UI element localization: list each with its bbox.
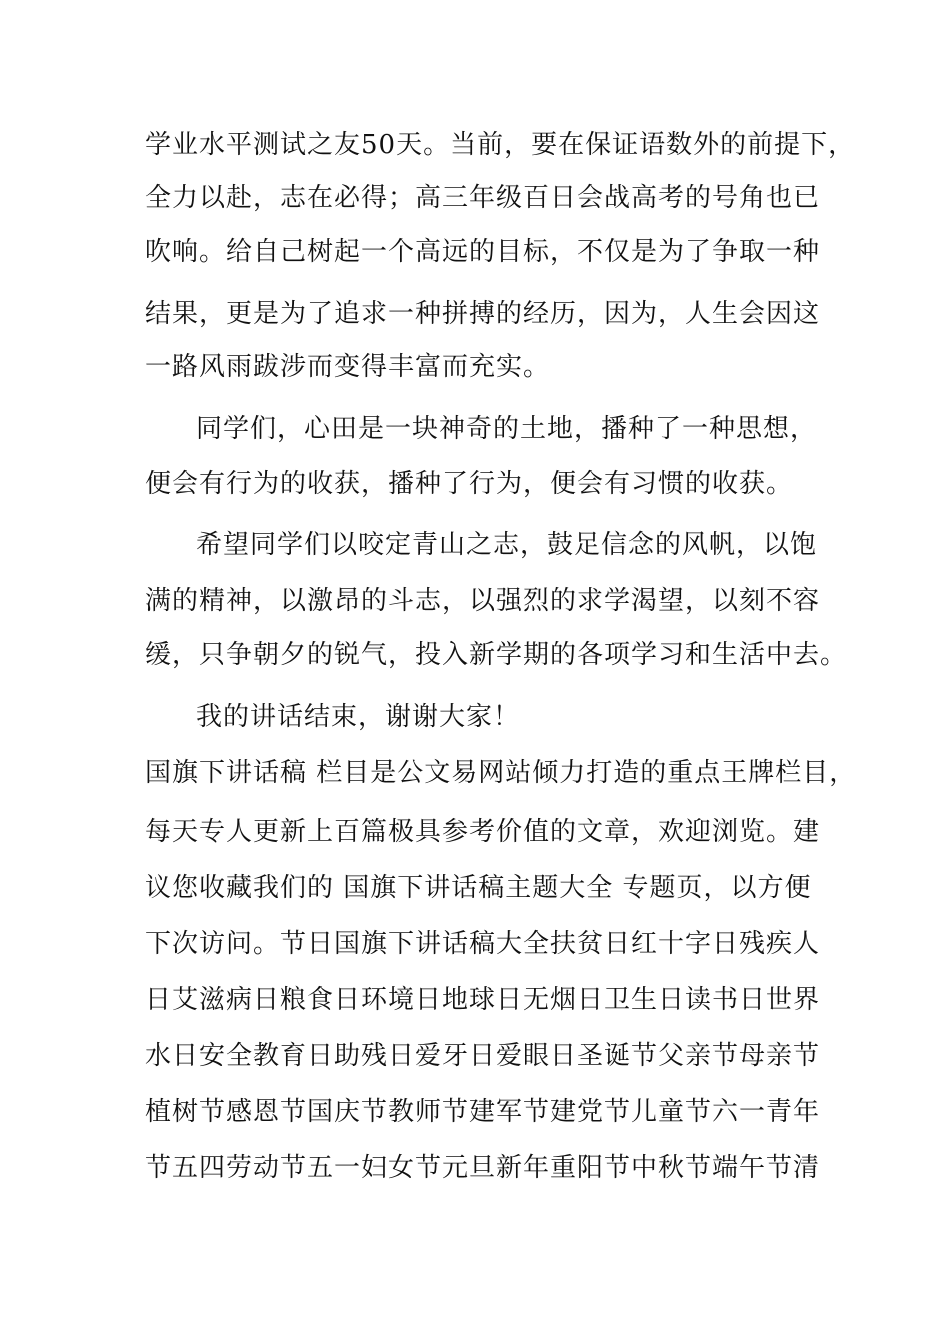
paragraph-1-line-3: 吹响。给自己树起一个高远的目标，不仅是为了争取一种 bbox=[145, 237, 821, 267]
paragraph-2-line-1: 同学们，心田是一块神奇的土地，播种了一种思想， bbox=[196, 414, 818, 444]
paragraph-2-line-2: 便会有行为的收获，播种了行为，便会有习惯的收获。 bbox=[145, 469, 794, 499]
paragraph-1-line-4: 结果，更是为了追求一种拼搏的经历，因为，人生会因这 bbox=[145, 299, 821, 329]
footer-note-line-6: 水日安全教育日助残日爱牙日爱眼日圣诞节父亲节母亲节 bbox=[145, 1041, 821, 1071]
footer-note-line-3: 议您收藏我们的 国旗下讲话稿主题大全 专题页，以方便 bbox=[145, 873, 812, 903]
footer-note-line-4: 下次访问。节日国旗下讲话稿大全扶贫日红十字日残疾人 bbox=[145, 929, 821, 959]
paragraph-1-line-2: 全力以赴，志在必得；高三年级百日会战高考的号角也已 bbox=[145, 183, 821, 213]
paragraph-3-line-3: 缓，只争朝夕的锐气，投入新学期的各项学习和生活中去。 bbox=[145, 640, 848, 670]
closing-line: 我的讲话结束，谢谢大家！ bbox=[196, 702, 521, 732]
paragraph-1-line-5: 一路风雨跋涉而变得丰富而充实。 bbox=[145, 352, 551, 382]
footer-note-line-2: 每天专人更新上百篇极具参考价值的文章，欢迎浏览。建 bbox=[145, 817, 821, 847]
footer-note-line-8: 节五四劳动节五一妇女节元旦新年重阳节中秋节端午节清 bbox=[145, 1153, 821, 1183]
footer-note-line-1: 国旗下讲话稿 栏目是公文易网站倾力打造的重点王牌栏目， bbox=[145, 758, 857, 788]
footer-note-line-5: 日艾滋病日粮食日环境日地球日无烟日卫生日读书日世界 bbox=[145, 985, 821, 1015]
paragraph-3-line-2: 满的精神，以激昂的斗志，以强烈的求学渴望，以刻不容 bbox=[145, 586, 821, 616]
paragraph-3-line-1: 希望同学们以咬定青山之志，鼓足信念的风帆，以饱 bbox=[196, 530, 818, 560]
paragraph-1-line-1: 学业水平测试之友50天。当前，要在保证语数外的前提下， bbox=[145, 130, 856, 160]
footer-note-line-7: 植树节感恩节国庆节教师节建军节建党节儿童节六一青年 bbox=[145, 1097, 821, 1127]
